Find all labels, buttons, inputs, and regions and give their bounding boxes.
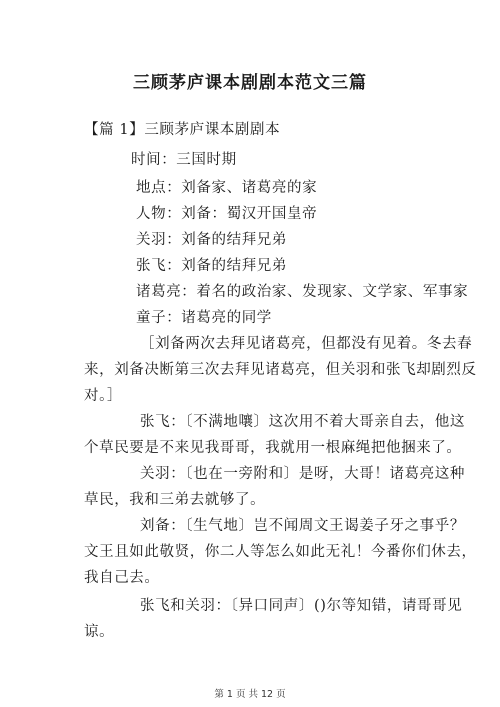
paragraph-line: 对。］ [84, 388, 123, 404]
character-line: 人物：刘备：蜀汉开国皇帝 [136, 206, 318, 222]
character-line: 童子：诸葛亮的同学 [136, 310, 272, 326]
section-heading: 【篇 1】三顾茅庐课本剧剧本 [84, 122, 281, 138]
paragraph-line: 关羽：〔也在一旁附和〕是呀，大哥！诸葛亮这种 [140, 466, 465, 482]
character-line: 张飞：刘备的结拜兄弟 [136, 258, 287, 274]
document-title: 三顾茅庐课本剧剧本范文三篇 [133, 73, 367, 93]
paragraph-line: 谅。 [84, 624, 115, 640]
paragraph-line: 张飞和关羽：〔异口同声〕()尔等知错，请哥哥见 [140, 598, 463, 614]
paragraph-line: ［刘备两次去拜见诸葛亮，但都没有见着。冬去春 [140, 336, 473, 352]
paragraph-line: 刘备：〔生气地〕岂不闻周文王谒姜子牙之事乎？ [140, 518, 465, 534]
paragraph-line: 我自己去。 [84, 570, 160, 586]
character-line: 关羽：刘备的结拜兄弟 [136, 232, 287, 248]
paragraph-line: 个草民要是不来见我哥哥，我就用一根麻绳把他捆来了。 [84, 440, 462, 456]
time-line: 时间：三国时期 [131, 152, 237, 168]
paragraph-line: 草民，我和三弟去就够了。 [84, 492, 266, 508]
page-footer: 第 1 页 共 12 页 [214, 689, 286, 700]
paragraph-line: 来，刘备决断第三次去拜见诸葛亮，但关羽和张飞却剧烈反 [84, 362, 477, 378]
place-line: 地点：刘备家、诸葛亮的家 [136, 180, 318, 196]
character-line: 诸葛亮：着名的政治家、发现家、文学家、军事家 [136, 284, 469, 300]
paragraph-line: 张飞：〔不满地嚷〕这次用不着大哥亲自去，他这 [140, 414, 465, 430]
paragraph-line: 文王且如此敬贤，你二人等怎么如此无礼！今番你们休去， [84, 544, 477, 560]
